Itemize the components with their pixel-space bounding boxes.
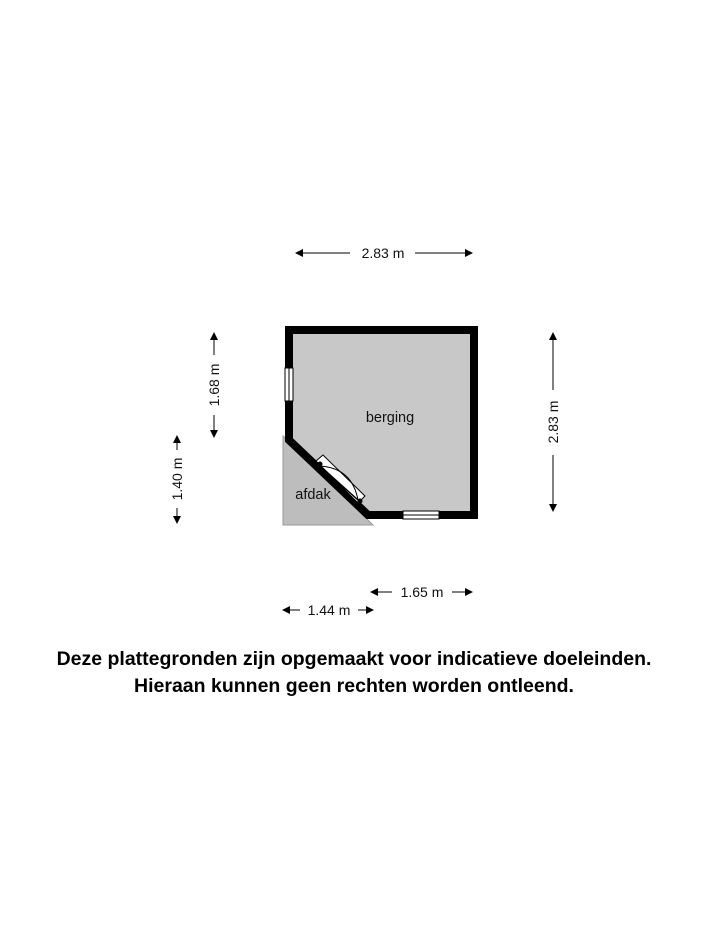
dimension-bottom-right [371,584,472,600]
dimension-top-width [296,245,472,261]
dimension-label-bottom-left: 1.44 m [307,602,351,618]
room-label-afdak: afdak [295,487,331,503]
dimension-bottom-left [283,602,373,618]
dimension-right-height [545,333,561,511]
dimension-label-right-height: 2.83 m [545,400,561,444]
window-left [285,368,293,401]
window-bottom [403,511,439,519]
dimension-label-top-width: 2.83 m [361,245,405,261]
dimension-label-bottom-right: 1.65 m [400,584,444,600]
disclaimer-line-1: Deze plattegronden zijn opgemaakt voor indicatieve doeleinden. [56,648,652,670]
dimension-label-left-lower: 1.40 m [169,457,185,501]
dimension-left-upper [206,333,222,437]
dimension-label-left-upper: 1.68 m [206,363,222,407]
disclaimer-line-2: Hieraan kunnen geen rechten worden ontleend. [134,675,574,697]
room-label-berging: berging [365,410,415,426]
dimension-left-lower [169,436,185,523]
